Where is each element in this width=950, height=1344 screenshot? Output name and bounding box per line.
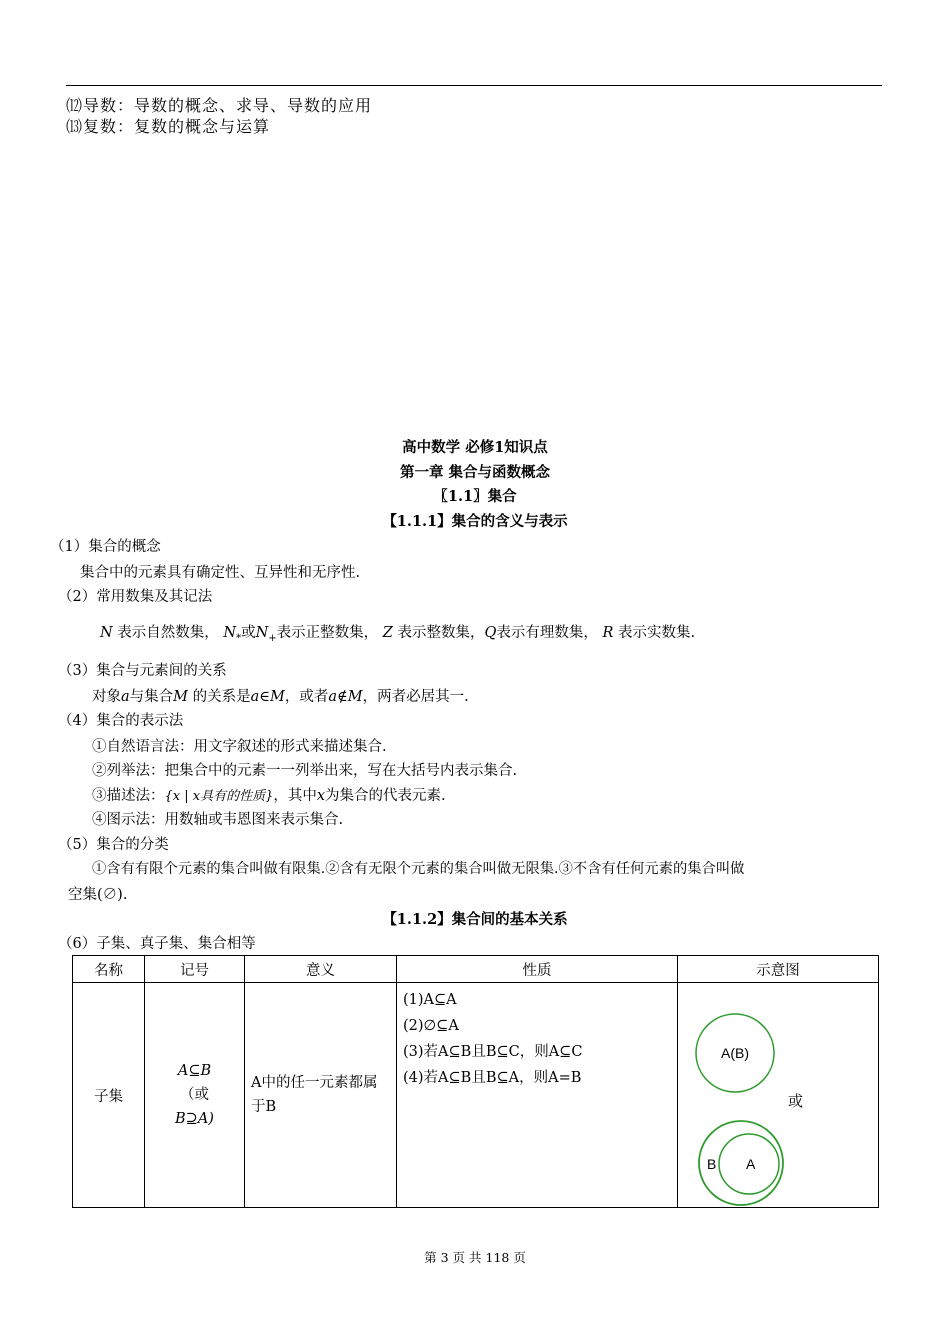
venn-label-ab: A(B) xyxy=(721,1045,749,1061)
property-line: (3)若A⊆B且B⊆C，则A⊆C xyxy=(403,1044,583,1060)
item-5-body-line-1: ①含有有限个元素的集合叫做有限集.②含有无限个元素的集合叫做无限集.③不含有任何元素的集合叫做 xyxy=(92,861,745,877)
property-line: (1)A⊆A xyxy=(403,992,457,1008)
table-header-row xyxy=(73,956,879,983)
property-line: (4)若A⊆B且B⊆A，则A=B xyxy=(403,1070,582,1086)
set-relations-table xyxy=(72,955,879,1208)
diagram-or-label: 或 xyxy=(788,1092,804,1110)
item-3-title: （3）集合与元素间的关系 xyxy=(58,663,227,679)
table-header-cell: 名称 xyxy=(73,956,145,983)
row-notation-cell: A⊆B （或 B⊇A) xyxy=(145,983,245,1208)
row-diagram-cell xyxy=(678,983,879,1208)
item-4-method-2: ②列举法：把集合中的元素一一列举出来，写在大括号内表示集合. xyxy=(92,763,518,779)
property-line: (2)∅⊆A xyxy=(403,1018,459,1034)
item-4-method-1: ①自然语言法：用文字叙述的形式来描述集合. xyxy=(92,739,387,755)
item-5-body-line-2: 空集(∅). xyxy=(68,887,128,903)
row-properties-cell xyxy=(397,983,678,1208)
item-4-title: （4）集合的表示法 xyxy=(58,713,184,729)
list-item-12: ⑿导数：导数的概念、求导、导数的应用 xyxy=(66,96,373,115)
table-header-cell: 性质 xyxy=(397,956,678,983)
table-header-cell: 示意图 xyxy=(678,956,879,983)
venn-label-a: A xyxy=(746,1156,756,1172)
subsection-title-2: 【1.1.2】集合间的基本关系 xyxy=(382,911,568,928)
item-1-body: 集合中的元素具有确定性、互异性和无序性. xyxy=(80,565,361,581)
item-2-title: （2）常用数集及其记法 xyxy=(58,589,213,605)
item-6-title: （6）子集、真子集、集合相等 xyxy=(58,936,256,952)
table-header-cell: 记号 xyxy=(145,956,245,983)
header-rule xyxy=(66,85,882,86)
table-row xyxy=(73,983,879,1208)
item-4-method-3: ③描述法：{x | x具有的性质}，其中x为集合的代表元素. xyxy=(92,788,446,804)
subsection-title-1: 【1.1.1】集合的含义与表示 xyxy=(382,513,568,530)
row-meaning-cell: A中的任一元素都属于B xyxy=(245,983,397,1208)
row-name-cell: 子集 xyxy=(73,983,145,1208)
table-header-cell: 意义 xyxy=(245,956,397,983)
list-item-13: ⒀复数：复数的概念与运算 xyxy=(66,117,271,136)
page-footer: 第 3 页 共 118 页 xyxy=(424,1250,526,1265)
chapter-title: 第一章 集合与函数概念 xyxy=(399,464,551,481)
book-title: 高中数学 必修1知识点 xyxy=(402,439,548,456)
item-1-title: （1）集合的概念 xyxy=(50,539,161,555)
item-2-body: N 表示自然数集， $N_*$或$N_+$表示正整数集， Z 表示整数集，Q表示有理数集， R 表示实数集. xyxy=(100,625,696,644)
item-4-method-4: ④图示法：用数轴或韦恩图来表示集合. xyxy=(92,812,344,828)
item-5-title: （5）集合的分类 xyxy=(58,837,169,853)
venn-label-b: B xyxy=(707,1156,717,1172)
venn-diagrams xyxy=(678,983,878,1207)
section-title: 〖1.1〗集合 xyxy=(433,488,517,505)
item-3-body: 对象a与集合M 的关系是a∈M，或者a∉M，两者必居其一. xyxy=(92,689,469,705)
